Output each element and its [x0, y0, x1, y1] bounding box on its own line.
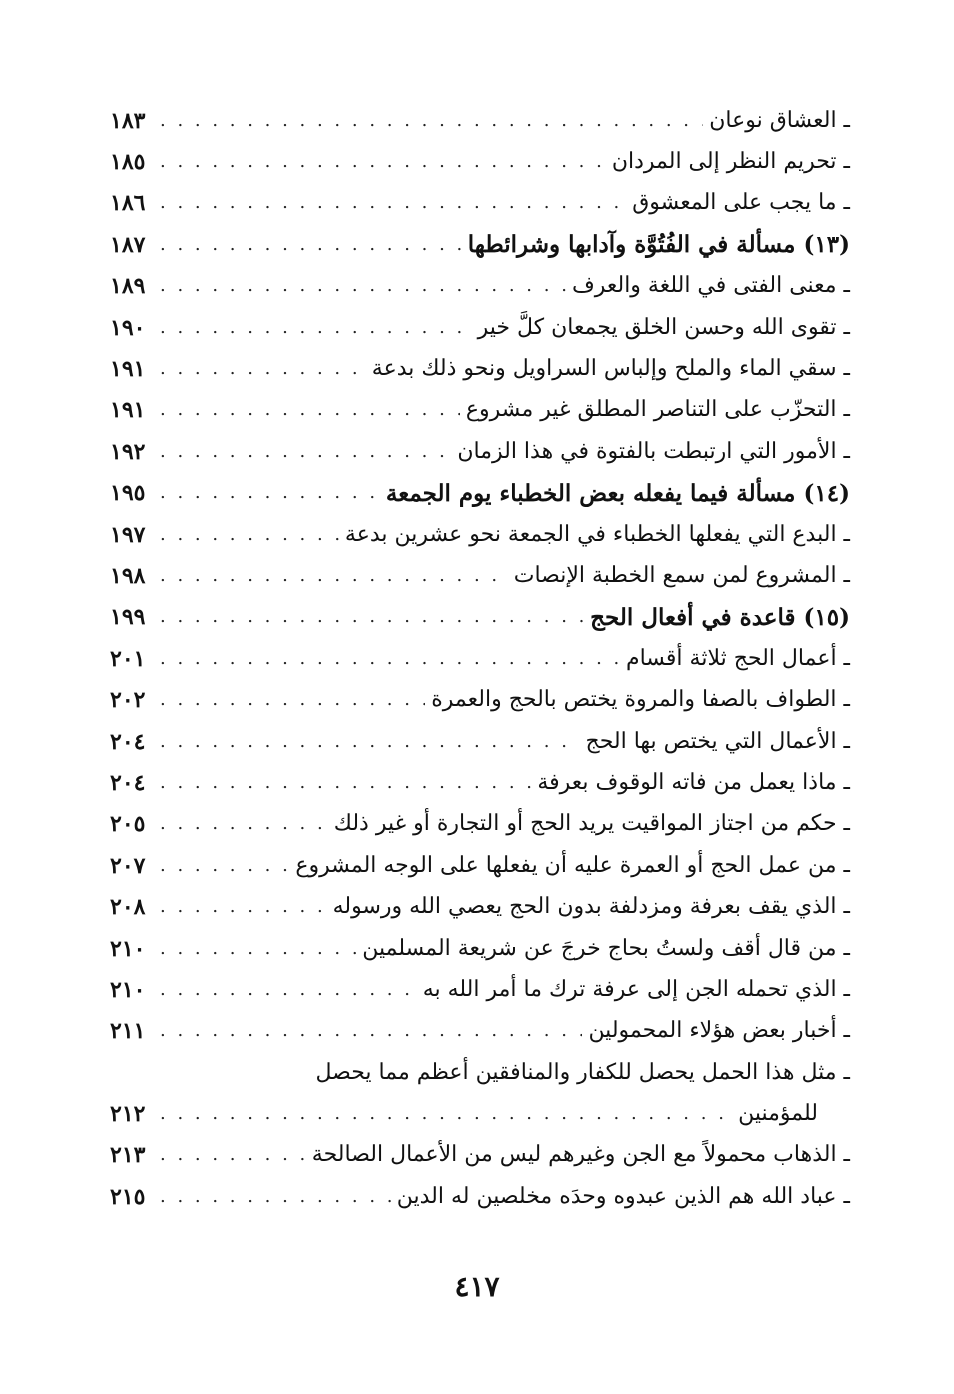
toc-entry-page: ٢٠٧: [110, 852, 146, 879]
toc-entry-title: ـ من قال أقف ولستُ بحاج خرجَ عن شريعة المسلمين: [362, 935, 850, 961]
toc-entry-title: ـ ماذا يعمل من فاته الوقوف بعرفة: [537, 769, 850, 795]
toc-entry-page: ١٨٦: [110, 190, 146, 217]
leader-dots: [154, 733, 580, 751]
leader-dots: [154, 526, 339, 544]
toc-entry-page: ١٩٥: [110, 480, 146, 507]
toc-entry-title: ـ الأمور التي ارتبطت بالفتوة في هذا الزمان: [457, 438, 850, 464]
toc-entry-title: ـ تحريم النظر إلى المردان: [611, 149, 850, 175]
toc-entry-row: [110, 514, 850, 555]
toc-entry-row: [110, 1011, 850, 1052]
toc-entry-page: ٢٠٤: [110, 769, 146, 796]
toc-entry-title: ـ المشروع لمن سمع الخطبة الإنصات: [513, 562, 850, 588]
toc-entry-row: [110, 1093, 850, 1134]
toc-entry-title: ـ التحزّب على التناصر المطلق غير مشروع: [465, 397, 850, 423]
toc-entry-row: [110, 804, 850, 845]
leader-dots: [154, 940, 356, 958]
leader-dots: [154, 567, 508, 585]
leader-dots: [154, 112, 703, 130]
toc-entry-page: ١٩٩: [110, 604, 146, 631]
leader-dots: [154, 857, 289, 875]
toc-entry-row: [110, 348, 850, 389]
toc-entry-title: ـ مثل هذا الحمل يحصل للكفار والمنافقين أعظم مما يحصل: [315, 1059, 850, 1085]
toc-entry-title: ـ الذهاب محمولاً مع الجن وغيرهم ليس من الأعمال الصالحة: [311, 1142, 850, 1168]
toc-entry-page: ٢١٢: [110, 1101, 146, 1128]
toc-entry-title: ـ معنى الفتى في اللغة والعرف: [571, 273, 850, 299]
toc-entry-page: ١٨٥: [110, 149, 146, 176]
toc-entry-row: [110, 1135, 850, 1176]
toc-heading-row: [110, 224, 850, 265]
leader-dots: [154, 650, 620, 668]
leader-dots: [154, 153, 606, 171]
toc-entry-title: (١٥) قاعدة في أفعال الحج: [590, 603, 850, 631]
toc-entry-row: [110, 721, 850, 762]
toc-entry-page: ٢١٥: [110, 1183, 146, 1210]
toc-entry-page: ٢١٠: [110, 935, 146, 962]
leader-dots: [154, 815, 328, 833]
toc-entry-page: ٢٠٤: [110, 728, 146, 755]
table-of-contents: [110, 100, 850, 1218]
toc-entry-row: [110, 183, 850, 224]
toc-entry-page: ١٩١: [110, 356, 146, 383]
toc-entry-row: [110, 928, 850, 969]
toc-entry-title: للمؤمنين: [738, 1101, 818, 1127]
toc-entry-title: ـ سقي الماء والملح وإلباس السراويل ونحو ذلك بدعة: [371, 356, 850, 382]
toc-entry-page: ٢٠٢: [110, 687, 146, 714]
leader-dots: [154, 484, 380, 502]
toc-entry-page: ٢١١: [110, 1018, 146, 1045]
toc-entry-row: [110, 1176, 850, 1217]
toc-entry-page: ٢١٠: [110, 976, 146, 1003]
leader-dots: [154, 236, 462, 254]
leader-dots: [154, 1188, 391, 1206]
leader-dots: [154, 319, 472, 337]
toc-entry-row: [110, 100, 850, 141]
toc-entry-title: ـ تقوى الله وحسن الخلق يجمعان كلَّ خير: [477, 314, 850, 340]
toc-entry-title: (١٤) مسألة فيما يفعله بعض الخطباء يوم الجمعة: [385, 479, 850, 507]
leader-dots: [154, 194, 626, 212]
page-number: ٤١٧: [454, 1270, 500, 1303]
toc-heading-row: [110, 473, 850, 514]
toc-entry-title: ـ البدع التي يفعلها الخطباء في الجمعة نحو عشرين بدعة: [344, 521, 850, 547]
leader-dots: [154, 774, 531, 792]
toc-entry-page: ١٩٠: [110, 314, 146, 341]
toc-entry-title: ـ الذي يقف بعرفة ومزدلفة بدون الحج يعصي الله ورسوله: [332, 894, 850, 920]
toc-entry-page: ١٩٨: [110, 562, 146, 589]
toc-entry-title: ـ من عمل الحج أو العمرة عليه أن يفعلها على الوجه المشروع: [295, 852, 850, 878]
toc-heading-row: [110, 597, 850, 638]
toc-entry-page: ١٨٣: [110, 107, 146, 134]
toc-entry-page: ١٩١: [110, 397, 146, 424]
toc-entry-row: [110, 1052, 850, 1093]
toc-entry-page: ١٨٧: [110, 231, 146, 258]
toc-entry-title: ـ عباد الله هم الذين عبدوه وحدَه مخلصين له الدين: [396, 1183, 850, 1209]
toc-entry-page: ١٩٧: [110, 521, 146, 548]
leader-dots: [154, 1105, 732, 1123]
toc-entry-title: ـ حكم من اجتاز المواقيت يريد الحج أو التجارة أو غير ذلك: [333, 811, 850, 837]
leader-dots: [154, 1022, 582, 1040]
toc-entry-title: ـ ما يجب على المعشوق: [632, 190, 850, 216]
toc-entry-row: [110, 762, 850, 803]
toc-entry-row: [110, 141, 850, 182]
toc-entry-title: ـ أخبار بعض هؤلاء المحمولين: [588, 1018, 850, 1044]
toc-entry-title: (١٣) مسألة في الفُتُوَّة وآدابها وشرائطها: [467, 231, 850, 259]
leader-dots: [154, 1146, 306, 1164]
leader-dots: [154, 981, 417, 999]
leader-dots: [154, 691, 425, 709]
toc-entry-row: [110, 638, 850, 679]
toc-entry-row: [110, 266, 850, 307]
leader-dots: [154, 360, 366, 378]
toc-entry-page: ١٩٢: [110, 438, 146, 465]
toc-entry-row: [110, 307, 850, 348]
toc-entry-row: [110, 390, 850, 431]
toc-entry-row: [110, 555, 850, 596]
toc-entry-page: ١٨٩: [110, 273, 146, 300]
toc-entry-row: [110, 969, 850, 1010]
toc-entry-row: [110, 845, 850, 886]
toc-entry-title: ـ الطواف بالصفا والمروة يختص بالحج والعمرة: [431, 687, 850, 713]
toc-entry-page: ٢٠٥: [110, 811, 146, 838]
toc-entry-title: ـ أعمال الحج ثلاثة أقسام: [625, 645, 850, 671]
leader-dots: [154, 277, 566, 295]
leader-dots: [154, 443, 451, 461]
toc-entry-row: [110, 431, 850, 472]
toc-entry-page: ٢٠١: [110, 645, 146, 672]
toc-entry-title: ـ الذي تحمله الجن إلى عرفة ترك ما أمر الله به: [422, 976, 850, 1002]
toc-entry-title: ـ الأعمال التي يختص بها الحج: [585, 728, 850, 754]
toc-entry-page: ٢١٣: [110, 1142, 146, 1169]
leader-dots: [154, 608, 584, 626]
toc-entry-row: [110, 679, 850, 720]
toc-entry-page: ٢٠٨: [110, 894, 146, 921]
leader-dots: [154, 401, 460, 419]
leader-dots: [154, 898, 327, 916]
toc-entry-row: [110, 886, 850, 927]
toc-entry-title: ـ العشاق نوعان: [709, 107, 850, 133]
